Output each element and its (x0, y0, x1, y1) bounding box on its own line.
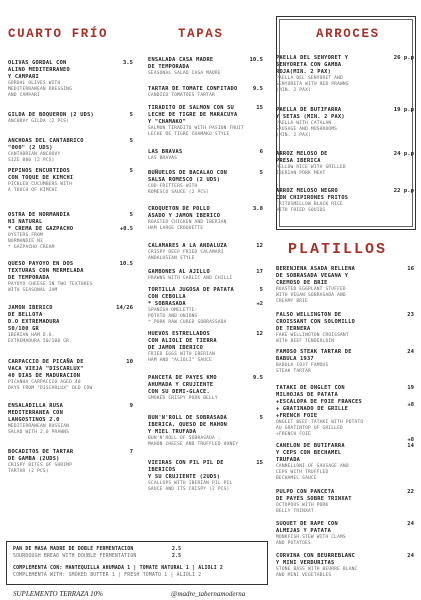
menu-item-price: 12 (256, 331, 263, 337)
menu-item-description: OYSTERS FROM NORMANDIE N3 * GAZPACHO CREAM (8, 233, 55, 251)
menu-item-name: PAELLA DEL SENYORET Y SENYORETA CON GAMBA ROJA(MIN. 2 PAX) (276, 55, 349, 75)
menu-item-name: GAMBONES AL AJILLO (148, 269, 210, 275)
menu-item-name: ENSALADA CASA MADRE DE TEMPORADA (148, 57, 214, 70)
menu-item (276, 349, 414, 375)
menu-item-name: CROQUETON DE POLLO ASADO Y JAMON IBERICO (148, 206, 221, 219)
menu-item (148, 86, 263, 99)
complement-name: COMPLEMENTA CON: MANTEQUILLA AHUMADA 1 | TOMATE NATURAL 1 | ALIOLI 2 (13, 566, 223, 571)
menu-item (276, 107, 414, 140)
menu-item (8, 60, 133, 100)
menu-item-description: COD FRITTERS WITH ROMESCO SAUCE (2 PCS) (148, 184, 210, 196)
menu-item (276, 55, 414, 95)
menu-item-price: 24 (407, 553, 414, 559)
menu-item-supplement-price: +8 (407, 402, 414, 408)
menu-item-name: PAELLA DE BUTIFARRA Y SETAS (MIN. 2 PAX) (276, 107, 345, 120)
menu-item (148, 375, 263, 402)
bread-box (6, 541, 268, 585)
cuarto-frio-title: CUARTO FRÍO (8, 27, 109, 41)
menu-item-price: 5 (259, 415, 263, 421)
menu-item-name: QUESO PAYOYO EN DOS TEXTURAS CON MERMELADA DE TEMPORADA (8, 261, 84, 281)
menu-item (148, 287, 263, 327)
menu-item-price: 5 (259, 287, 263, 293)
menu-item-price: 16 (407, 266, 414, 272)
menu-item-name: TORTILLA JUGOSA DE PATATA CON CEBOLLA * SOBRASADA (148, 287, 234, 307)
menu-item-description: SALMON TIRADITO WITH PASION FRUIT LECHE DE TIGRE CHAMAKO STYLE (148, 126, 245, 138)
menu-item-description: OCTOPOUS WITH PORK BELLY TRINXAT (276, 503, 329, 515)
menu-item (276, 151, 414, 177)
complement-line (13, 566, 223, 573)
menu-item-name: ENSALADILLA RUSA MEDITERRANEA CON LANGOSTINOS 2.0 (8, 403, 64, 423)
menu-item (276, 553, 414, 579)
menu-item (148, 105, 263, 138)
menu-item (148, 170, 263, 196)
menu-item-price: 22 p.p (393, 188, 414, 194)
menu-item-supplement-price: +2 (256, 301, 263, 307)
menu-item-description: PICKLED CUCUMBERS WITH A TOUCH OF KIMCHI (8, 182, 73, 194)
menu-item-description: FAKE WELLINGTON CROISSANT WITH BEEF TENDERLOIN (276, 333, 349, 345)
menu-item-name: CORVINA CON BEURREBLANC Y MINI VERDURITAS (276, 553, 356, 566)
menu-item-name: PANCETA DE PAYES KMO AHUMADA Y CRUJIENTE CON SU DEMI-GLACE. (148, 375, 217, 395)
menu-item (8, 212, 133, 252)
menu-item-name: CANELON DE BUTIFARRA Y CEPS CON BECHAMEL TRUFADA (276, 443, 345, 463)
menu-item-name: VIEIRAS CON PIL PIL DE IBERICOS Y SU CRUJIENTE (2UDS) (148, 460, 224, 480)
menu-item-price: 5 (129, 112, 133, 118)
menu-item (276, 188, 414, 214)
menu-item (276, 312, 414, 345)
menu-item-description: PAELLA WITH CATALAN SAUSAGE AND MUSHROOMS (MIN. 2 PAX) (276, 121, 338, 139)
menu-item-description: GORDAL OLIVES WITH MEDITERRANEAN DRESSING AND CAMPARI (8, 81, 73, 99)
menu-item-description: CRISPY BITES OF SHRIMP TARTAR (2 PCS) (8, 463, 73, 475)
complement-desc-line (13, 573, 201, 580)
menu-item-price: 5 (129, 212, 133, 218)
menu-item-name: CALAMARES A LA ANDALUZA (148, 243, 228, 249)
menu-item-price: 10.5 (249, 57, 263, 63)
menu-item-name: BUÑUELOS DE BACALAO CON SALSA ROMESCO (2 UDS) (148, 170, 228, 183)
menu-item-description: PAYOYO CHEESE IN TWO TEXTURES WITH SEASONAL JAM (8, 282, 93, 294)
menu-item (276, 489, 414, 515)
menu-item-description: CANNELLONI OF SAUSAGE AND CEPS WITH TRUFFLED BECHAMEL SAUCE (276, 464, 349, 482)
menu-item-description: CRISPY DEEP FRIED CALAMARI ANDALUSIAN STYLE (148, 250, 224, 262)
menu-item-price: 14 (407, 443, 414, 449)
menu-item (8, 138, 133, 164)
menu-item (8, 305, 133, 345)
menu-item (148, 269, 263, 282)
menu-item-description: LAS BRAVAS (148, 156, 178, 162)
menu-item-description: BUN'N'ROLL OF SOBRASADA , MAHON CHEESE AND TRUFFLED HONEY (148, 436, 239, 448)
terrace-surcharge: SUPLEMENTO TERRAZA 10% (13, 590, 103, 598)
bread-desc-line (13, 554, 182, 561)
menu-item-price: 7 (129, 449, 133, 455)
menu-item-name: OSTRA DE NORMANDIA N3 NATURAL * CREMA DE GAZPACHO (8, 212, 74, 232)
menu-item-price: 6 (259, 149, 263, 155)
menu-item-name: GILDA DE BOQUERON (2 UDS) (8, 112, 94, 118)
menu-item-name: OLIVAS GORDAL CON ALINO MEDITERRANEO Y CAMPARI (8, 60, 70, 80)
bread-desc-price: 2.5 (172, 554, 182, 559)
menu-item (8, 261, 133, 294)
menu-item-price: 19 (407, 385, 414, 391)
menu-item-name: JAMON IBERICO DE BELLOTA D.O EXTREMADURA 50/100 GR (8, 305, 60, 332)
menu-item-description: ROASTED EGGPLANT STUFFED WITH VEGAN SOBRASADA AND CREAMY BRIE (276, 287, 346, 305)
menu-item-price: 12 (256, 243, 263, 249)
menu-item-price: 23 (407, 312, 414, 318)
menu-item-description: MELLOW RICE WITH GRILLED IBERIAN PORK MEAT (276, 165, 346, 177)
menu-item-price: 14/26 (116, 305, 133, 311)
menu-item-price: 9.5 (252, 375, 263, 381)
menu-item-name: BUN'N'ROLL DE SOBRASADA IBERICA, QUESO DE MAHON Y MIEL TRUFADA (148, 415, 228, 435)
instagram-handle: @madre_tabernamoderna (171, 590, 246, 598)
menu-item-price: 5 (259, 170, 263, 176)
menu-item-name: PEPINOS ENCURTIDOS CON TOQUE DE KIMCHI (8, 168, 74, 181)
menu-item-description: MEDITERRANEAN RUSSIAN SALAD WITH 2.0 PRAWNS (8, 424, 70, 436)
tapas-title: TAPAS (178, 27, 224, 41)
menu-item-description: FRITOSMELLOW BLACK RICE WITH FRIED SQUIDS (276, 202, 343, 214)
menu-item-description: BABULA 1937 FAMOUS STEAK TARTAR (276, 363, 329, 375)
menu-item-description: STONE BASS WITH BEURRE BLANC AND MINI VEGETABLES (276, 567, 358, 579)
menu-item-description: CANDIED TOMATOES TARTAR (148, 93, 215, 99)
menu-item-name: SUQUET DE RAPE CON ALMEJAS Y PATATA (276, 521, 338, 534)
menu-item-price: 24 p.p (393, 151, 414, 157)
menu-item-description: SPANISH OMELETTE: POTATO AND ONIONS * PORK RAW CURED SOBRASSADA (148, 308, 227, 326)
menu-item (8, 403, 133, 436)
menu-item-price: 10.5 (119, 261, 133, 267)
menu-item (276, 443, 414, 483)
bread-price: 2.5 (172, 547, 182, 552)
menu-item-description: CANTABRIAN ANCHOVY SIZE 000 (2 PCS) (8, 152, 61, 164)
menu-item-price: 22 (407, 489, 414, 495)
menu-item-name: CARPACCIO DE PICAÑA DE VACA VIEJA "DISCARLUX" 40 DIAS DE MADURACION (8, 359, 84, 379)
menu-item-price: 26 p.p (393, 55, 414, 61)
menu-item-description: ONGLET BEEF TATAKI WITH POTATO AU GRATINTOP OF GRILLED +FRENCH FOIE (276, 420, 364, 438)
menu-item-description: ANCHOVY GILDA (2 PCS) (8, 119, 70, 125)
menu-item (8, 112, 133, 125)
menu-item (148, 460, 263, 493)
menu-item-description: FRIED EGGS WITH IBERIAN HAM AND "ALIOLI" SAUCE (148, 352, 215, 364)
menu-item-price: 10 (126, 359, 133, 365)
menu-item (148, 57, 263, 77)
bread-desc: SOURDOUGH BREAD WITH DOUBLE FERMENTATION (13, 554, 137, 559)
menu-item-name: ARROZ MELOSO DE PRESA IBERICA (276, 151, 328, 164)
menu-item (148, 415, 263, 448)
menu-item-name: TATAKI DE ONGLET CON MILHOJAS DE PATATA +ESCALOPA DE FOIE FRANCES + GRATINADO DE GRILLE +FRENCH FOIE (276, 385, 362, 419)
menu-item-price: 17 (256, 269, 263, 275)
menu-item-description: ROASTED CHICKEN AND IBERIAN HAM LARGE CROQUETTE (148, 220, 227, 232)
menu-item-description: SCALLOPS WITH IBERIAN PIL PIL SAUCE AND ITS CRISPY (2 PCS) (148, 481, 233, 493)
menu-item (148, 243, 263, 262)
menu-item-price: 3.5 (122, 60, 133, 66)
menu-item (148, 206, 263, 232)
bread-line (13, 547, 182, 554)
menu-item (8, 359, 133, 392)
menu-item-supplement-price-2: +8 (407, 437, 414, 443)
menu-item-name: TIRADITO DE SALMON CON SU LECHE DE TIGRE DE MARACUYA Y "CHAMAKO" (148, 105, 238, 125)
menu-item-price: 19 p.p (393, 107, 414, 113)
menu-item (276, 521, 414, 547)
menu-item-price: 24 (407, 349, 414, 355)
menu-item (148, 331, 263, 364)
menu-item-price: 5 (129, 138, 133, 144)
menu-item-price: 24 (407, 521, 414, 527)
complement-desc: COMPLEMENTA WITH: SMOKED BUTTER 1 | FRESH TOMATO 1 | ALIOLI 2 (13, 573, 202, 578)
platillos-title: PLATILLOS (288, 241, 388, 258)
menu-item-name: TARTAR DE TOMATE CONFITADO (148, 86, 238, 92)
menu-item-name: BERENJENA ASADA RELLENA DE SOBRASADA VEGANA Y CREMOSO DE BRIE (276, 266, 356, 286)
menu-item (148, 149, 263, 162)
menu-item-description: SMOKED CRISPY PORK BELLY (148, 396, 218, 402)
menu-item-price: 3.8 (252, 206, 263, 212)
menu-item (8, 449, 133, 475)
menu-item-description: PRAWNS WITH GARLIC AND CHILLI (148, 276, 233, 282)
menu-item-description: PICANHA CARPACCIO AGED 40 DAYS FROM "DISCARLUX" OLD COW (8, 380, 93, 392)
menu-item-name: HUEVOS ESTRELLADOS CON ALIOLI DE TIERRA DE JAMON IBERICO (148, 331, 217, 351)
arroces-title: ARROCES (316, 27, 380, 41)
menu-item-name: LAS BRAVAS (148, 149, 183, 155)
menu-item (276, 385, 414, 443)
menu-item-price: 9.5 (252, 86, 263, 92)
menu-item-description: IBERIAN HAM D.O. EXTREMADURA 50/100 GR. (8, 333, 73, 345)
menu-item (8, 168, 133, 194)
menu-item-description: PAELLA DEL SENYORET AND SENYORETA WITH RED PRAWNS (MIN. 2 PAX) (276, 76, 349, 94)
menu-item-name: FALSO WELLINGTON DE CROISSANT CON SOLOMILLO DE TERNERA (276, 312, 356, 332)
menu-item-description: MONKFISH STEW WITH CLAMS AND POTATOES (276, 535, 346, 547)
menu-item-name: BOCADITOS DE TARTAR DE GAMBA (2UDS) (8, 449, 74, 462)
menu-item-price: 15 (256, 105, 263, 111)
menu-item-name: FAMOSO STEAK TARTAR DE BABULA 1937 (276, 349, 352, 362)
menu-item-price: 9 (129, 403, 133, 409)
menu-item-name: ANCHOAS DEL CANTABRICO "000" (2 UDS) (8, 138, 84, 151)
menu-item-price: 15 (256, 460, 263, 466)
menu-item-supplement-price: +0.5 (120, 226, 133, 232)
menu-item-description: SEASONAL SALAD CASA MADRE (148, 71, 221, 77)
menu-item-price: 5 (129, 168, 133, 174)
menu-item-name: ARROZ MELOSO NEGRO CON CHIPIRONES FRITOS (276, 188, 349, 201)
menu-item (276, 266, 414, 306)
bread-name: PAN DE MASA MADRE DE DOBLE FERMENTACION (13, 547, 134, 552)
menu-item-name: PULPO CON PANCETA DE PAYES SOBRE TRINXAT (276, 489, 352, 502)
